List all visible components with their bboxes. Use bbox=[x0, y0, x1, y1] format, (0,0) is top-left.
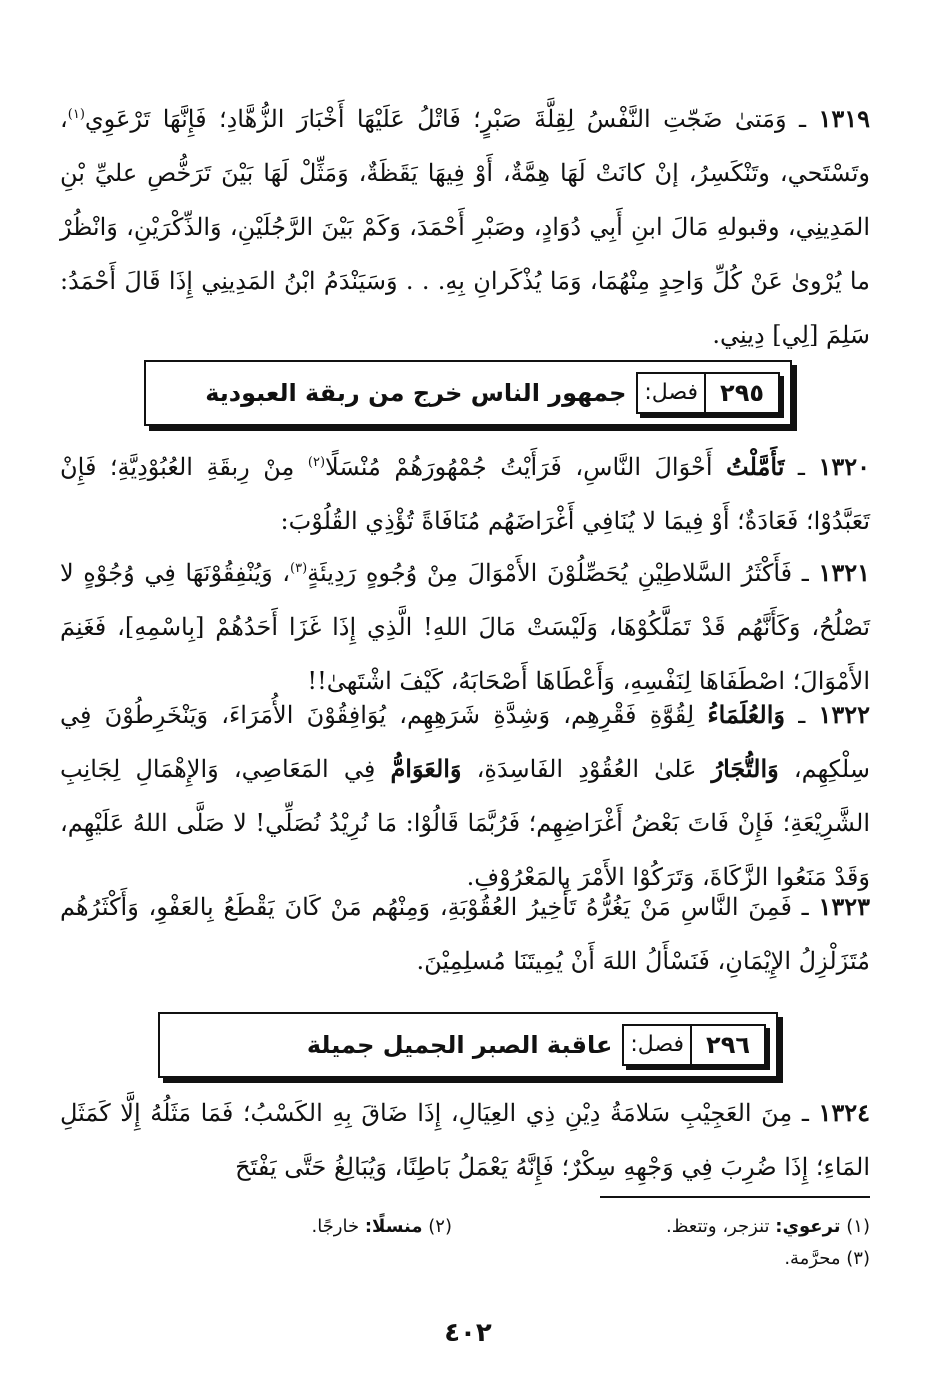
paragraph-text-rest: مِنْ رِبقَةِ العُبُوْدِيَّةِ؛ فَإِنْ تَعَبَّدُوْا؛ فَعَادَةٌ؛ أَوْ فِيمَا لا يُنَافِي أَغْرَاضَهُم مُنَافَاةً تُؤْذِي القُلُوْبَ: bbox=[60, 453, 870, 535]
footnote-1 bbox=[666, 1212, 870, 1242]
section-heading-tag bbox=[636, 372, 780, 414]
footnote-rule bbox=[600, 1196, 870, 1198]
paragraph-text: فِي المَعَاصِي، وَالإِهْمَالِ لِجَانِبِ الشَّرِيْعَةِ؛ فَإِنْ فَاتَ بَعْضُ أَغْرَاضِهِم؛ فَرُبَّمَا قَالُوْا: مَا نُرِيْدُ نُصَلِّي! لا صَلَّى اللهُ عَلَيْهِم، وَقَدْ مَنَعُوا الزَّكَاةَ، وَتَرَكُوْا الأَمْرَ بِالمَعْرُوْفِ. bbox=[60, 755, 870, 891]
paragraph-1321 bbox=[60, 546, 870, 708]
paragraph-bold-word: وَالعَوَامُّ bbox=[390, 754, 462, 783]
paragraph-text-rest: ، وَيُنْفِقُوْنَهَا فِي وُجُوْهٍ لا تَصْلُحُ، وَكَأَنَّهُم قَدْ تَمَلَّكُوْهَا، وَلَيْسَتْ مَالَ اللهِ! الَّذِي إِذَا غَزَا أَحَدُهُمْ [بِاسْمِهِ]، فَغَنِمَ الأَمْوَالَ؛ اصْطَفَاهَا لِنَفْسِهِ، وَأَعْطَاهَا أَصْحَابَهُ، كَيْفَ اشْتَهىٰ!! bbox=[60, 559, 870, 695]
paragraph-dash: ـ bbox=[797, 453, 805, 481]
paragraph-text: ـ مِنَ العَجِيْبِ سَلامَةُ دِيْنِ ذِي العِيَالِ، إِذَا ضَاقَ بِهِ الكَسْبُ؛ فَمَا مَثَلُهُ إِلَّا كَمَثَلِ المَاءِ؛ إِذَا ضُرِبَ فِي وَجْهِهِ سِكْرٌ؛ فَإِنَّهُ يَعْمَلُ بَاطِنًا، وَيُبَالِغُ حَتَّى يَفْتَحَ bbox=[60, 1099, 870, 1181]
paragraph-number: ١٣٢٠ bbox=[818, 452, 871, 481]
footnote-marker: (١) bbox=[846, 1216, 870, 1237]
paragraph-number: ١٣١٩ bbox=[818, 104, 870, 133]
paragraph-bold-word: تَأَمَّلْتُ bbox=[726, 452, 785, 481]
paragraph-1319 bbox=[60, 92, 870, 362]
paragraph-number: ١٣٢٢ bbox=[818, 700, 870, 729]
paragraph-bold-word: وَالتُّجَارُ bbox=[711, 754, 779, 783]
footnote-term: ترعوي: bbox=[775, 1216, 841, 1237]
paragraph-dash: ـ bbox=[798, 701, 806, 729]
section-label: فصل: bbox=[638, 374, 706, 412]
paragraph-bold-word: وَالعُلَمَاءُ bbox=[707, 700, 785, 729]
footnote-term: منسلًا: bbox=[364, 1216, 423, 1237]
footnote-2 bbox=[311, 1212, 452, 1242]
paragraph-1323 bbox=[60, 880, 870, 988]
section-heading-296 bbox=[158, 1012, 778, 1078]
footnote-ref: (١) bbox=[67, 107, 85, 122]
section-number: ٢٩٦ bbox=[706, 1031, 750, 1059]
footnote-marker: (٢) bbox=[428, 1216, 452, 1237]
paragraph-number: ١٣٢٣ bbox=[818, 892, 870, 921]
section-heading-tag bbox=[622, 1024, 766, 1066]
footnote-ref: (٣) bbox=[290, 561, 308, 576]
paragraph-text: لِقُوَّةِ فَقْرِهِم، وَشِدَّةِ شَرَهِهِم، يُوَافِقُوْنَ الأُمَرَاءَ، وَيَنْخَرِطُوْنَ فِي سِلْكِهِم، bbox=[60, 701, 870, 783]
paragraph-number: ١٣٢٤ bbox=[818, 1098, 870, 1127]
footnote-text: خارجًا. bbox=[311, 1216, 360, 1237]
section-label: فصل: bbox=[624, 1026, 692, 1064]
paragraph-1322 bbox=[60, 688, 870, 904]
page-number: ٤٠٢ bbox=[444, 1318, 492, 1348]
paragraph-text-rest: ، وتَسْتَحي، وتَنْكَسِرُ، إنْ كانَتْ لَهَا هِمَّةٌ، أَوْ فِيهَا يَقَظَةٌ، وَمَثِّلْ لَهَا بَيْنَ تَرَخُّصِ عليِّ بْنِ المَدِينِي، وقبولهِ مَالَ ابنِ أَبِي دُوَادٍ، وصَبْرِ أَحْمَدَ، وَكَمْ بَيْنَ الرَّجُلَيْنِ، وَالذِّكْرَيْنِ، وَانْظُرْ ما يُرْوىٰ عَنْ كُلِّ وَاحِدٍ مِنْهُمَا، وَمَا يُذْكَرانِ بِهِ. . . وَسَيَنْدَمُ ابْنُ المَدِينِي إِذَا قَالَ أَحْمَدُ: سَلِمَ [لِي] دِينِي. bbox=[60, 105, 870, 349]
footnote-text: محرَّمة. bbox=[784, 1248, 841, 1269]
paragraph-text: ـ وَمَتىٰ ضَجّتِ النَّفْسُ لِقِلَّةَ صَبْرٍ؛ فَاتْلُ عَلَيْهَا أَخْبَارَ الزُّهَّادِ؛ فَإِنَّهَا تَرْعَوِي bbox=[84, 105, 807, 133]
paragraph-text: ـ فَأَكْثَرُ السَّلاطِيْنِ يُحَصِّلُوْنَ الأَمْوَالَ مِنْ وُجُوهٍ رَدِيئَةٍ bbox=[307, 559, 809, 587]
paragraph-text: ـ فَمِنَ النَّاسِ مَنْ يَغُرُّهُ تَأْخِيرُ العُقُوْبَةِ، وَمِنْهُم مَنْ كَانَ يَقْطَعُ بِالعَفْوِ، وَأَكْثَرُهُم مُتَزَلْزِلُ الإِيْمَانِ، فَنَسْأَلُ اللهَ أَنْ يُمِيتَنَا مُسلِمِيْنَ. bbox=[60, 893, 870, 975]
footnote-3 bbox=[784, 1244, 870, 1274]
section-number: ٢٩٥ bbox=[720, 379, 764, 407]
section-title: جمهور الناس خرج من ربقة العبودية bbox=[205, 379, 627, 407]
footnote-marker: (٣) bbox=[846, 1248, 870, 1269]
section-title: عاقبة الصبر الجميل جميلة bbox=[306, 1031, 613, 1059]
paragraph-text: أَحْوَالَ النَّاسِ، فَرَأَيْتُ جُمْهُورَهُمْ مُنْسَلًا bbox=[325, 453, 713, 481]
paragraph-text: عَلىٰ العُقُوْدِ الفَاسِدَةِ، bbox=[476, 755, 697, 783]
section-heading-295 bbox=[144, 360, 792, 426]
paragraph-number: ١٣٢١ bbox=[818, 558, 870, 587]
paragraph-1320 bbox=[60, 440, 870, 548]
footnote-ref: (٢) bbox=[307, 455, 326, 470]
footnote-text: تنزجر، وتتعظ. bbox=[665, 1216, 770, 1237]
paragraph-1324 bbox=[60, 1086, 870, 1194]
